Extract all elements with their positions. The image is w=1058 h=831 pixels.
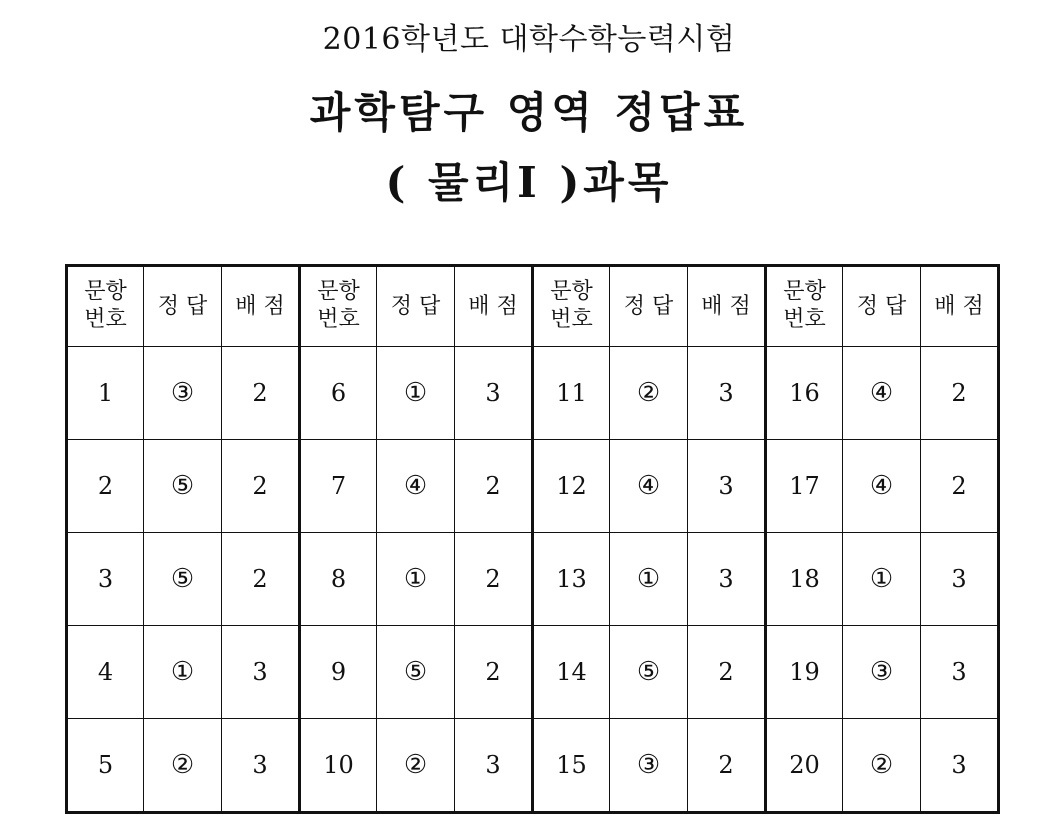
answer-cell [610, 440, 688, 533]
points-cell: 2 [222, 440, 300, 533]
header-question-number [300, 266, 377, 347]
header-question-number-line2: 번호 [317, 307, 360, 332]
answer-key-table [65, 264, 1000, 814]
points-cell: 3 [688, 347, 766, 440]
header-question-number [67, 266, 144, 347]
points-cell: 2 [222, 533, 300, 626]
answer-cell [843, 347, 921, 440]
answer-cell [144, 440, 222, 533]
points-cell: 3 [222, 626, 300, 719]
question-number-cell: 17 [766, 440, 843, 533]
answer-mark: ② [869, 750, 894, 780]
points-cell: 3 [688, 440, 766, 533]
question-number-cell: 13 [533, 533, 610, 626]
exam-title: 2016학년도 대학수학능력시험 [322, 22, 736, 57]
answer-mark: ② [636, 378, 661, 408]
answer-mark: ③ [170, 378, 195, 408]
answer-cell [610, 347, 688, 440]
question-number-cell: 5 [67, 719, 144, 813]
header-question-number-line2: 번호 [550, 307, 593, 332]
answer-cell [377, 719, 455, 813]
header-points: 배 점 [688, 266, 766, 347]
section-title: 과학탐구 영역 정답표 [309, 88, 749, 137]
answer-mark: ① [403, 564, 428, 594]
header-question-number-line1: 문항 [317, 279, 360, 304]
header-points: 배 점 [455, 266, 533, 347]
points-cell: 2 [455, 533, 533, 626]
points-cell: 3 [921, 719, 999, 813]
header-question-number-line1: 문항 [783, 279, 826, 304]
answer-mark: ① [170, 657, 195, 687]
header-question-number-line1: 문항 [84, 279, 127, 304]
answer-mark: ③ [869, 657, 894, 687]
header-question-number [766, 266, 843, 347]
answer-mark: ③ [636, 750, 661, 780]
header-answer: 정 답 [843, 266, 921, 347]
points-cell: 2 [921, 440, 999, 533]
question-number-cell: 3 [67, 533, 144, 626]
points-cell: 2 [222, 347, 300, 440]
header-answer: 정 답 [610, 266, 688, 347]
question-number-cell: 10 [300, 719, 377, 813]
answer-mark: ① [403, 378, 428, 408]
header-question-number-line1: 문항 [550, 279, 593, 304]
question-number-cell: 14 [533, 626, 610, 719]
answer-cell [144, 626, 222, 719]
question-number-cell: 6 [300, 347, 377, 440]
question-number-cell: 8 [300, 533, 377, 626]
answer-cell [377, 533, 455, 626]
question-number-cell: 9 [300, 626, 377, 719]
points-cell: 2 [455, 626, 533, 719]
question-number-cell: 2 [67, 440, 144, 533]
answer-cell [610, 533, 688, 626]
points-cell: 3 [921, 626, 999, 719]
answer-cell [843, 440, 921, 533]
question-number-cell: 1 [67, 347, 144, 440]
answer-cell [843, 626, 921, 719]
answer-mark: ⑤ [403, 657, 428, 687]
header-question-number-line2: 번호 [84, 307, 127, 332]
answer-cell [843, 533, 921, 626]
answer-cell [377, 347, 455, 440]
header-answer: 정 답 [144, 266, 222, 347]
points-cell: 2 [455, 440, 533, 533]
question-number-cell: 11 [533, 347, 610, 440]
points-cell: 3 [688, 533, 766, 626]
answer-cell [610, 719, 688, 813]
question-number-cell: 16 [766, 347, 843, 440]
answer-mark: ④ [636, 471, 661, 501]
answer-mark: ① [636, 564, 661, 594]
answer-mark: ⑤ [170, 471, 195, 501]
answer-mark: ④ [869, 471, 894, 501]
answer-mark: ② [403, 750, 428, 780]
points-cell: 3 [455, 719, 533, 813]
header-answer: 정 답 [377, 266, 455, 347]
points-cell: 2 [688, 719, 766, 813]
answer-mark: ④ [403, 471, 428, 501]
question-number-cell: 7 [300, 440, 377, 533]
answer-cell [144, 719, 222, 813]
question-number-cell: 20 [766, 719, 843, 813]
header-question-number-line2: 번호 [783, 307, 826, 332]
table-row [67, 626, 999, 719]
answer-cell [144, 533, 222, 626]
points-cell: 3 [455, 347, 533, 440]
question-number-cell: 18 [766, 533, 843, 626]
table-row [67, 719, 999, 813]
answer-mark: ① [869, 564, 894, 594]
answer-cell [843, 719, 921, 813]
table-header-row [67, 266, 999, 347]
question-number-cell: 4 [67, 626, 144, 719]
question-number-cell: 19 [766, 626, 843, 719]
table-row [67, 533, 999, 626]
points-cell: 2 [688, 626, 766, 719]
question-number-cell: 12 [533, 440, 610, 533]
subject-title: ( 물리Ⅰ )과목 [385, 158, 673, 207]
question-number-cell: 15 [533, 719, 610, 813]
answer-mark: ⑤ [636, 657, 661, 687]
header-points: 배 점 [222, 266, 300, 347]
table-row [67, 440, 999, 533]
answer-mark: ② [170, 750, 195, 780]
answer-cell [144, 347, 222, 440]
points-cell: 3 [921, 533, 999, 626]
answer-cell [610, 626, 688, 719]
table-row [67, 347, 999, 440]
answer-mark: ⑤ [170, 564, 195, 594]
points-cell: 3 [222, 719, 300, 813]
points-cell: 2 [921, 347, 999, 440]
header-points: 배 점 [921, 266, 999, 347]
header-question-number [533, 266, 610, 347]
answer-cell [377, 440, 455, 533]
answer-mark: ④ [869, 378, 894, 408]
answer-cell [377, 626, 455, 719]
